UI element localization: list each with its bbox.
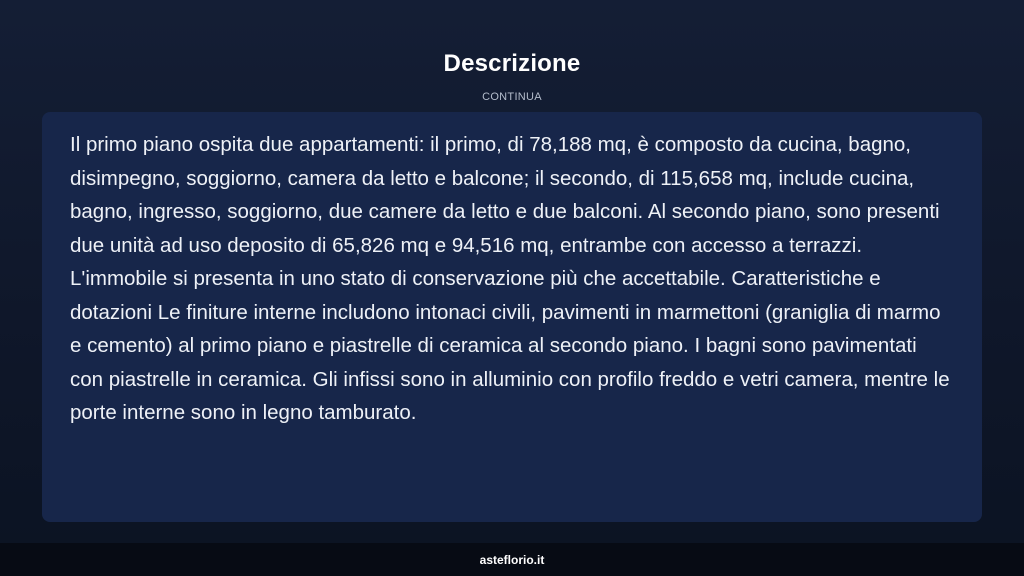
description-card	[42, 112, 982, 522]
page-subtitle: CONTINUA	[482, 91, 542, 103]
footer-bar	[0, 543, 1024, 576]
description-text: Il primo piano ospita due appartamenti: il primo, di 78,188 mq, è composto da cucina, bagno, disimpegno, soggiorno, camera da letto e balcone; il secondo, di 115,658 mq, include cucina, bagno, ingresso, soggiorno, due camere da letto e due balconi. Al secondo piano, sono presenti due unità ad uso deposito di 65,826 mq e 94,516 mq, entrambe con accesso a terrazzi. L'immobile si presenta in uno stato di conservazione più che accettabile. Caratteristiche e dotazioni Le finiture interne includono intonaci civili, pavimenti in marmettoni (graniglia di marmo e cemento) al primo piano e piastrelle di ceramica al secondo piano. I bagni sono pavimentati con piastrelle in ceramica. Gli infissi sono in alluminio con profilo freddo e vetri camera, mentre le porte interne sono in legno tamburato.	[70, 133, 950, 424]
footer-site-name: asteflorio.it	[479, 553, 545, 567]
page-title: Descrizione	[443, 50, 581, 77]
